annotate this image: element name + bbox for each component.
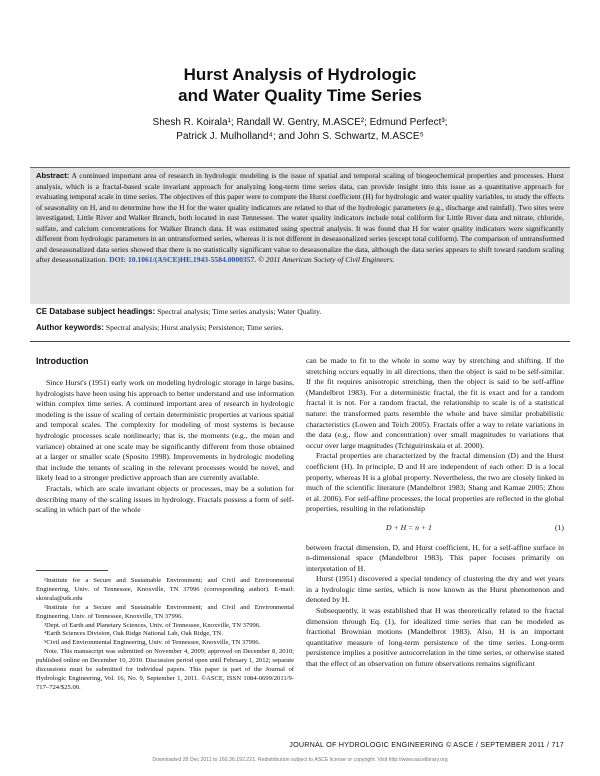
footnote-1: ¹Institute for a Secure and Sustainable Environment; and Civil and Environmental Engineering, Univ. of Tennessee, Knoxville, TN 37996 (corresponding author). E-mail: skoirala@utk.edu xyxy=(36,577,294,602)
paper-title xyxy=(0,64,600,106)
equation-1 xyxy=(306,523,564,534)
ce-headings-label: CE Database subject headings: xyxy=(36,307,156,316)
authors-line-1: Shesh R. Koirala¹; Randall W. Gentry, M.ASCE²; Edmund Perfect³; xyxy=(152,117,448,128)
introduction-heading: Introduction xyxy=(36,356,89,366)
abstract-text: A continued important area of research in hydrologic modeling is the issue of spatial and temporal scaling of biogeochemical properties and processes. Hurst analysis, which is a fractal-based scale invariant approach for analyzing long-term time series data, can provide insight into this issue as a quantitative approach for evaluating temporal scale in time series. The objectives of this paper were to compute the Hurst coefficient (H) for hydrologic and water quality variables, to study the effects of seasonality on H, and to determine how the H for the water quality indicators are related to that of the hydrologic parameters (e.g., discharge and rainfall). Two sites were investigated, Little River and Walker Branch, both located in east Tennessee. The water quality indicators include total coliform for Little River data and nitrate, chloride, sulfate, and calcium concentrations for Walker Branch data. H was estimated using spectral analysis. It was found that H for water quality indicators were significantly different from hydrologic parameters in an untransformed series, whereas it is not different in deseasonalized series (except total coliform). The comparison of untransformed and deseasonalized data series showed that there is no statistically significant value to deseasonalize the data, although the data series appears to shift toward random scaling after deseasonalization. xyxy=(36,171,565,264)
author-keywords-text: Spectral analysis; Hurst analysis; Persistence; Time series. xyxy=(105,323,284,332)
right-paragraph-1: can be made to fit to the whole in some way by stretching and shifting. If the stretching occurs equally in all directions, then the object is said to be self-similar. If the fit requires anisotropic stretching, then the object is said to be self-affine (Mandelbrot 1983). For a deterministic fractal, the fit is exact and for a random fractal it is not. For a random fractal, the relationship to scale is of a statistical nature: the transformed parts resemble the whole and have similar probabilistic characteristics (Lowen and Teich 2005). Fractals offer a way to relate variations in the data (e.g., flow and concentration) over small magnitudes to variations that occur over large magnitudes (Tchiguirinskaia et al. 2000). xyxy=(306,356,564,450)
authors-line-2: Patrick J. Mulholland⁴; and John S. Schwartz, M.ASCE⁵ xyxy=(176,131,424,142)
submission-note: Note. This manuscript was submitted on November 4, 2009; approved on December 8, 2010; published online on December 10, 2010. Discussion period open until February 1, 2012; separate discussions must be submitted for individual papers. This paper is part of the Journal of Hydrologic Engineering, Vol. 16, No. 9, September 1, 2011. ©ASCE, ISSN 1084-0699/2011/9-717–724/$25.00. xyxy=(36,648,294,691)
author-list xyxy=(0,116,600,144)
right-paragraph-5: Subsequently, it was established that H was theoretically related to the fractal dimension through Eq. (1), for idealized time series that can be modeled as fractional Brownian motions (Mandelbrot 1983). Also, H is an important quantitative measure of long-term persistence of the time series. Long-term persistence implies a positive autocorrelation in the time series, or otherwise stated that the effect of an observation on future observations remains significant xyxy=(306,606,564,669)
doi-link[interactable]: DOI: 10.1061/(ASCE)HE.1943-5584.0000357. xyxy=(109,255,257,264)
abstract xyxy=(36,171,564,266)
footnote-5: ⁵Civil and Environmental Engineering, Univ. of Tennessee, Knoxville, TN 37996. xyxy=(44,639,261,647)
author-keywords-label: Author keywords: xyxy=(36,323,105,332)
equation-number: (1) xyxy=(555,522,564,532)
download-notice: Downloaded 28 Dec 2011 to 160.36.192.221. Redistribution subject to ASCE license or copyright. Visit http://www.ascelibrary.org xyxy=(152,757,448,763)
ce-headings-text: Spectral analysis; Time series analysis; Water Quality. xyxy=(157,307,322,316)
copyright: © 2011 American Society of Civil Engineers. xyxy=(258,255,395,264)
intro-paragraph-2: Fractals, which are scale invariant objects or processes, may be a solution for describing many of the scaling issues in hydrology. Fractals possess a form of self-scaling in which part of the whole xyxy=(36,483,294,515)
right-paragraph-2: Fractal properties are characterized by the fractal dimension (D) and the Hurst coefficient (H). In principle, D and H are independent of each other: D is a local property, whereas H is a global property. Nevertheless, the two are closely linked in much of the scientific literature (Mandelbrot 1983; Shang and Kamae 2005; Zhou et al. 2006). For self-affine processes, the local properties are reflected in the global properties, resulting in the relationship xyxy=(306,451,564,514)
title-line-1: Hurst Analysis of Hydrologic xyxy=(183,65,417,84)
abstract-label: Abstract: xyxy=(36,171,70,180)
left-column xyxy=(36,378,294,516)
journal-footer: JOURNAL OF HYDROLOGIC ENGINEERING © ASCE / SEPTEMBER 2011 / 717 xyxy=(289,740,564,749)
section-divider xyxy=(30,341,570,342)
right-paragraph-4: Hurst (1951) discovered a special tendency of clustering the dry and wet years in a hydrologic time series, which is now known as the Hurst phenomenon and denoted by H. xyxy=(306,574,564,605)
ce-subject-headings xyxy=(36,307,564,317)
intro-paragraph-1: Since Hurst's (1951) early work on modeling hydrologic storage in large basins, hydrologists have been using his approach to better understand and use information within complex time series. A continued important area of research in hydrologic modeling is the issue of scaling of certain deterministic properties at various spatial and temporal scales. The complexity for modeling of most systems is because hydrologic processes scale nonlinearly; that is, the moments (e.g., the mean and variance) obtained at one scale may be significantly different from those obtained at a larger or smaller scale (Sposito 1998). Improvements in hydrologic modeling that include the tenants of scaling in the relevant processes would be novel, and likely lead to a stronger predictive approach than are currently available. xyxy=(36,378,294,483)
right-column xyxy=(306,356,564,670)
right-paragraph-3: between fractal dimension, D, and Hurst coefficient, H, for a self-affine surface in n-dimensional space (Mandelbrot 1983). This paper focuses primarily on interpretation of H. xyxy=(306,542,564,573)
title-line-2: and Water Quality Time Series xyxy=(178,86,422,105)
author-keywords xyxy=(36,323,564,333)
footnote-4: ⁴Earth Sciences Division, Oak Ridge National Lab, Oak Ridge, TN. xyxy=(44,630,223,638)
equation-text: D + H = n + 1 xyxy=(386,522,432,532)
footnotes xyxy=(36,570,294,693)
footnote-2: ²Institute for a Secure and Sustainable Environment; and Civil and Environmental Engineering, Univ. of Tennessee, Knoxville, TN 37996. xyxy=(36,603,294,620)
footnote-3: ³Dept. of Earth and Planetary Sciences, Univ. of Tennessee, Knoxville, TN 37996. xyxy=(44,621,261,629)
footnote-rule xyxy=(36,570,108,571)
